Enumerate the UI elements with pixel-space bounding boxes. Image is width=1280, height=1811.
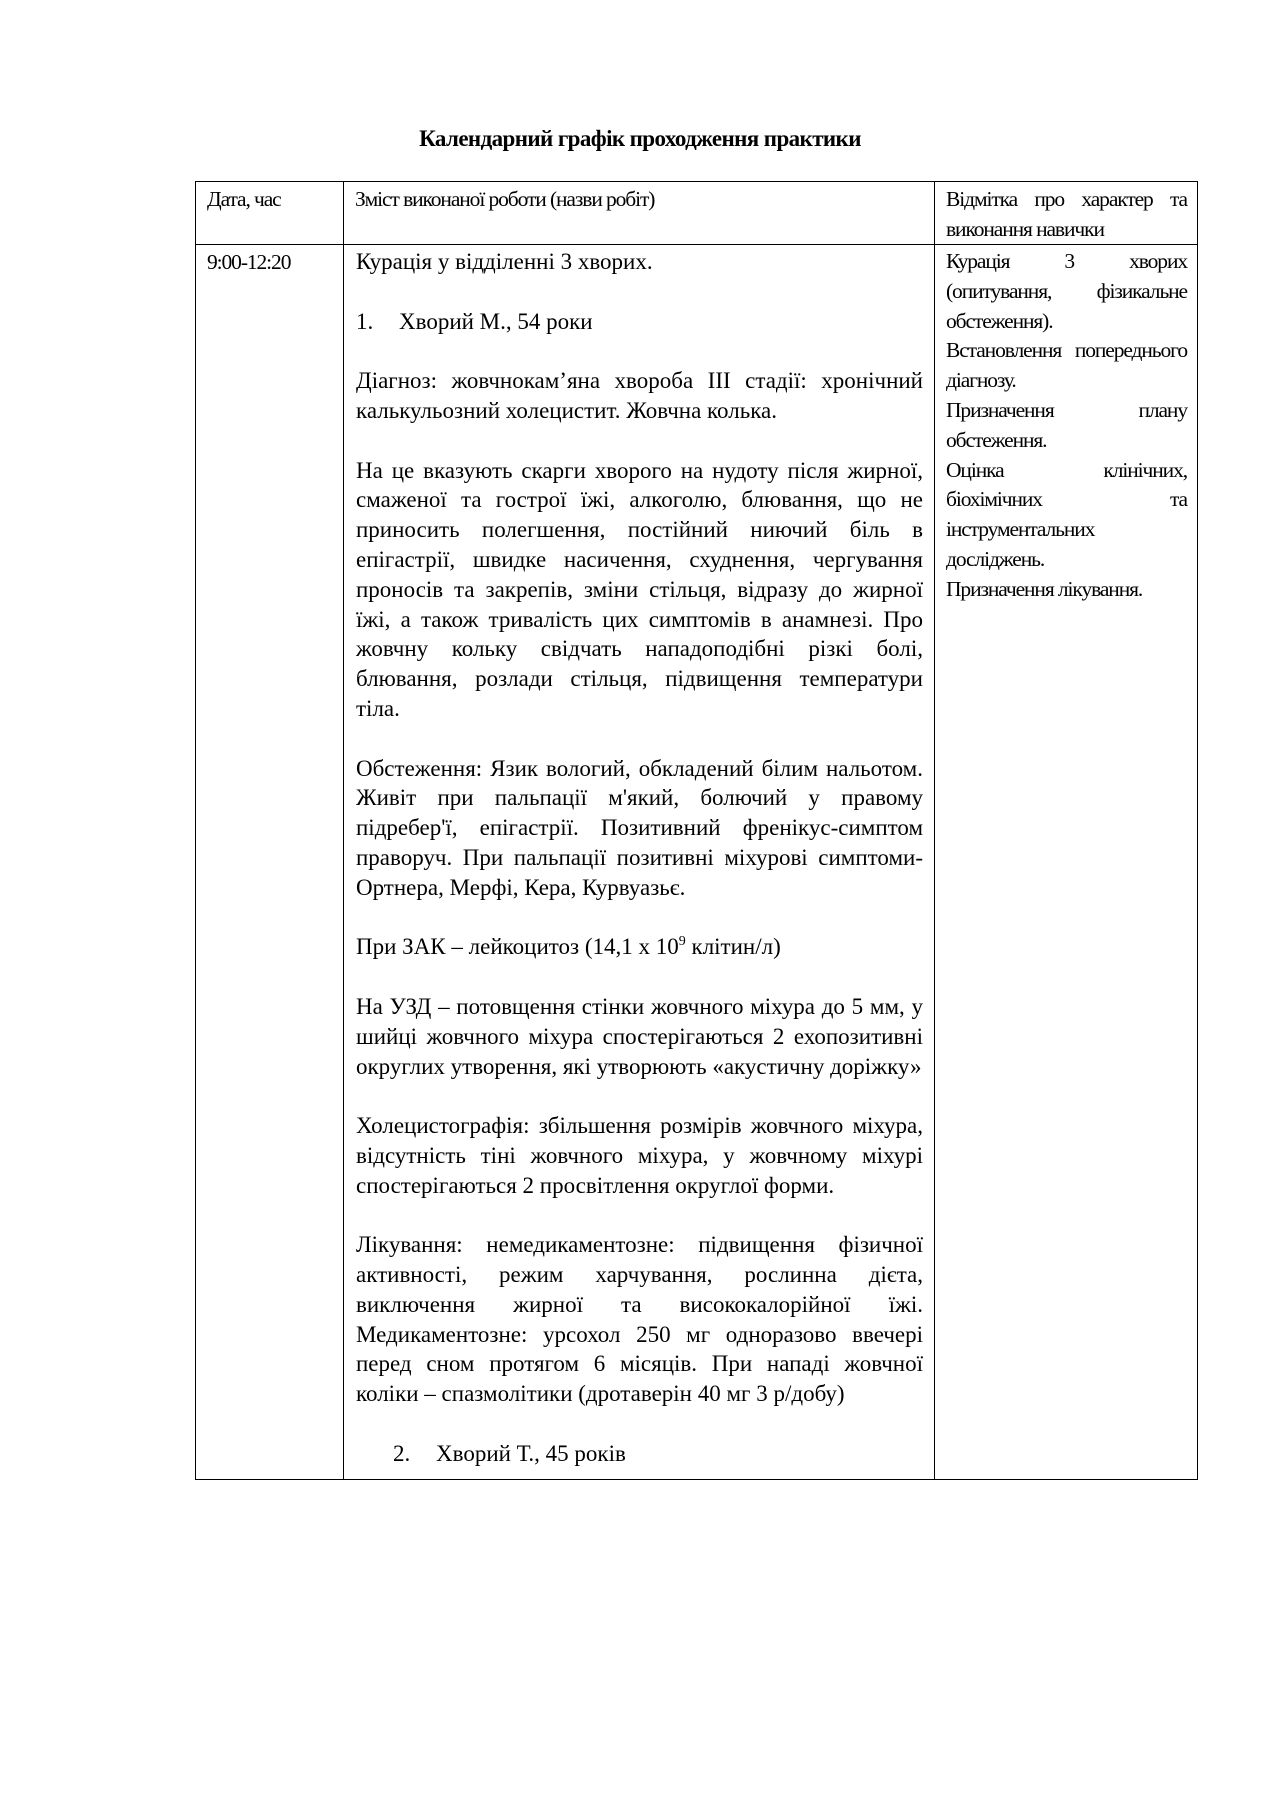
- skill-marks-cell: [935, 245, 1198, 1480]
- note-item: Оцінка клінічних, біохімічних та інструментальних досліджень.: [946, 457, 1187, 571]
- complaints-paragraph: На це вказують скарги хворого на нудоту після жирної, смаженої та гострої їжі, алкоголю, блювання, що не приносить полегшення, постійний ниючий біль в епігастрії, швидке насичення, схуднення, чергування проносів та закрепів, зміни стільця, відразу до жирної їжі, а також тривалість цих симптомів в анамнезі. Про жовчну кольку свідчать нападоподібні різкі болі, блювання, розлади стільця, підвищення температури тіла.: [356, 457, 923, 721]
- examination-paragraph: Обстеження: Язик вологий, обкладений білим нальотом. Живіт при пальпації м'який, болючий у правому підребер'ї, епігастрії. Позитивний френікус-симптом праворуч. При пальпації позитивні міхурові симптоми- Ортнера, Мерфі, Кера, Курвуазьє.: [356, 755, 923, 900]
- patient-1-heading: [356, 307, 923, 337]
- time-cell: 9:00-12:20: [196, 245, 344, 1480]
- diagnosis-paragraph: Діагноз: жовчнокам’яна хвороба ІІІ стадії: хронічний калькульозний холецистит. Жовчна колька.: [356, 368, 923, 423]
- header-date-time: Дата, час: [196, 182, 344, 245]
- header-skill-marks: Відмітка про характер та виконання навички: [935, 182, 1198, 245]
- note-item: Призначення лікування.: [946, 576, 1143, 601]
- lab-results-paragraph: [356, 932, 923, 962]
- ultrasound-paragraph: На УЗД – потовщення стінки жовчного міхура до 5 мм, у шийці жовчного міхура спостерігаються 2 ехопозитивні округлих утворення, які утворюють «акустичну доріжку»: [356, 993, 923, 1079]
- treatment-paragraph: Лікування: немедикаментозне: підвищення фізичної активності, режим харчування, рослинна дієта, виключення жирної та висококалорійної їжі. Медикаментозне: урсохол 250 мг одноразово ввечері перед сном протягом 6 місяців. При нападі жовчної коліки – спазмолітики (дротаверін 40 мг 3 р/добу): [356, 1232, 923, 1407]
- work-content-cell: [344, 245, 935, 1480]
- patient-2-label: Хворий Т., 45 років: [436, 1440, 626, 1466]
- patient-2-heading: [356, 1439, 923, 1469]
- note-item: Призначення плану обстеження.: [946, 397, 1187, 452]
- cholecystography-paragraph: Холецистографія: збільшення розмірів жовчного міхура, відсутність тіні жовчного міхура, у жовчному міхурі спостерігаються 2 просвітлення округлої форми.: [356, 1113, 923, 1198]
- note-item: Курація 3 хворих (опитування, фізикальне обстеження).: [946, 249, 1187, 333]
- header-work-content: Зміст виконаної роботи (назви робіт): [344, 182, 935, 245]
- schedule-table: [195, 181, 1198, 1480]
- curation-intro: Курація у відділенні 3 хворих.: [356, 249, 653, 274]
- patient-1-label: Хворий М., 54 роки: [399, 308, 593, 334]
- list-number: 1.: [356, 308, 374, 334]
- list-number: 2.: [393, 1440, 411, 1466]
- table-header-row: [196, 182, 1198, 245]
- lab-text: При ЗАК – лейкоцитоз (14,1 х 10: [356, 934, 679, 960]
- page-title: Календарний графік проходження практики: [419, 126, 861, 151]
- lab-unit: клітин/л): [685, 934, 781, 960]
- table-row: [196, 245, 1198, 1480]
- note-item: Встановлення попереднього діагнозу.: [946, 338, 1187, 393]
- lab-exponent: 9: [678, 934, 686, 950]
